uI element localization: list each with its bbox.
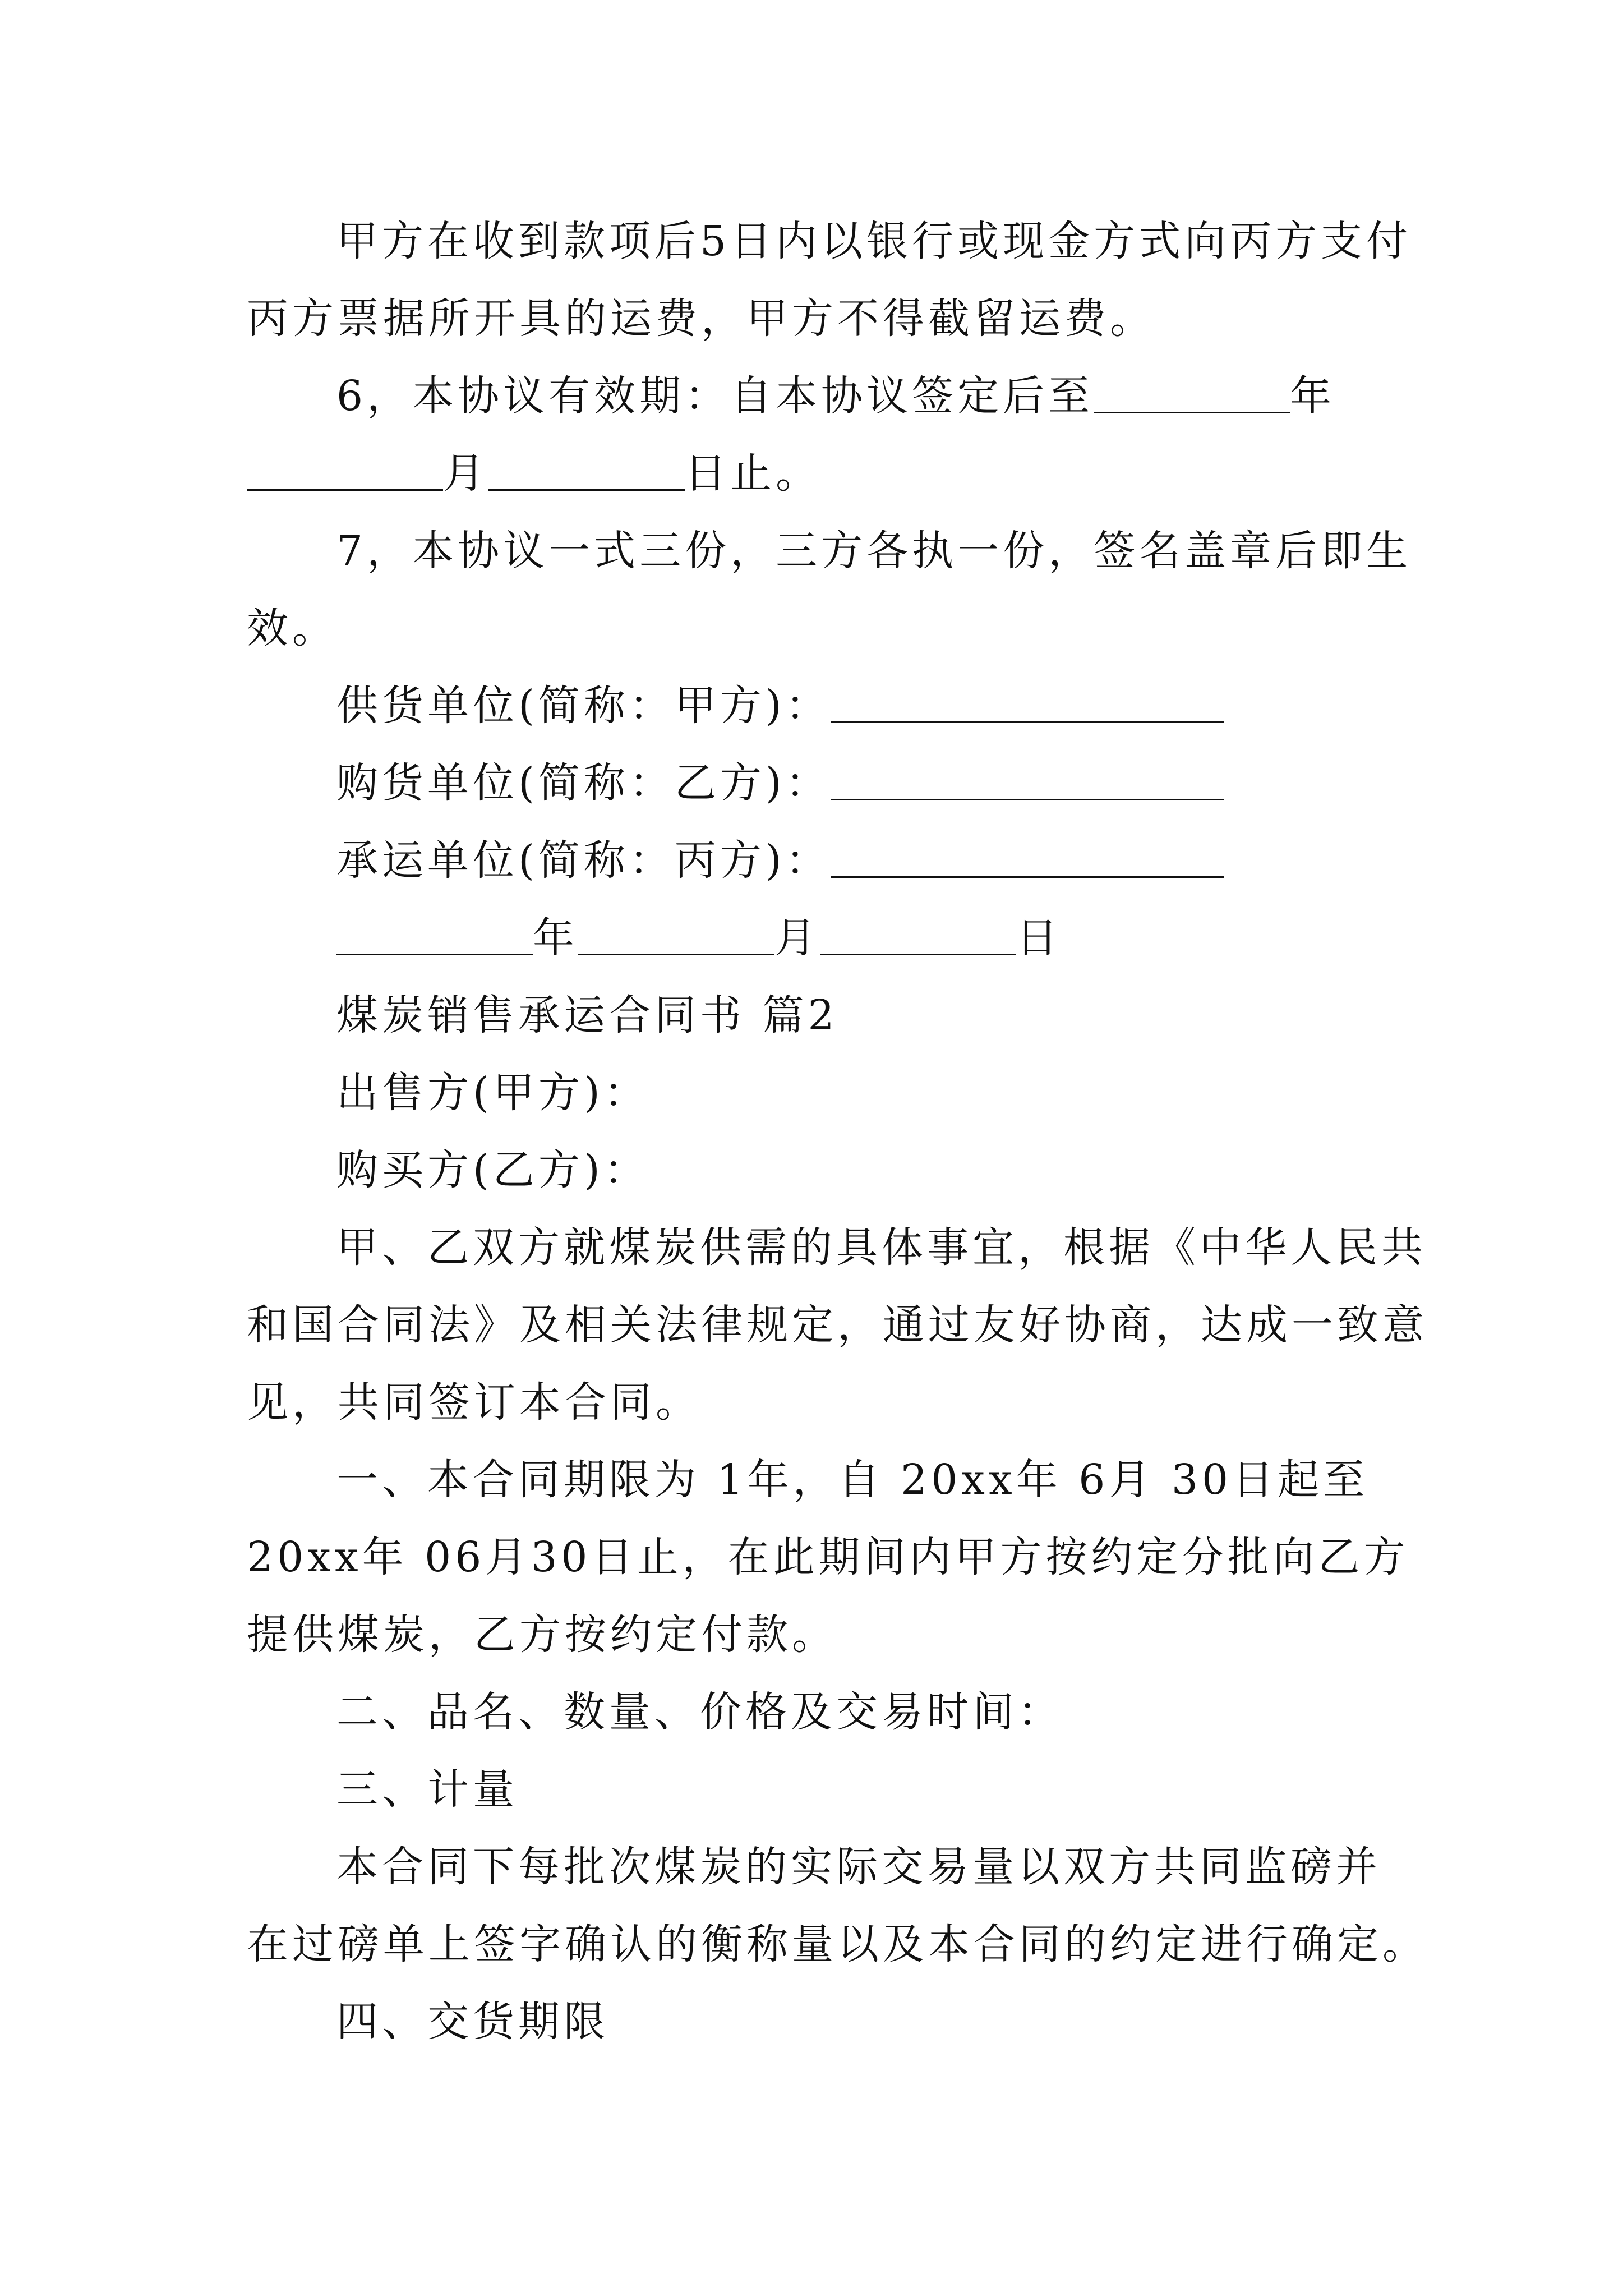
paragraph-line: 丙方票据所开具的运费，甲方不得截留运费。 xyxy=(247,295,1155,343)
month-label: 月 xyxy=(443,449,488,498)
paragraph-line: 在过磅单上签字确认的衡称量以及本合同的约定进行确定。 xyxy=(247,1920,1428,1968)
paragraph-line: 20xx年 06月30日止，在此期间内甲方按约定分批向乙方 xyxy=(247,1533,1409,1581)
blank-field xyxy=(336,914,533,955)
year-label: 年 xyxy=(533,914,578,962)
supplier-signature-line xyxy=(336,678,1224,734)
blank-field xyxy=(831,682,1224,723)
carrier-label: 承运单位(简称：丙方)： xyxy=(336,836,831,885)
buyer-label: 购货单位(简称：乙方)： xyxy=(336,759,831,807)
section-heading: 煤炭销售承运合同书 篇2 xyxy=(336,991,838,1039)
carrier-signature-line xyxy=(336,832,1224,889)
paragraph-line: 见，共同签订本合同。 xyxy=(247,1378,701,1427)
paragraph-line: 效。 xyxy=(247,604,338,652)
paragraph-line: 本合同下每批次煤炭的实际交易量以双方共同监磅并 xyxy=(336,1843,1381,1891)
blank-field xyxy=(488,450,685,491)
paragraph-line: 甲、乙双方就煤炭供需的具体事宜，根据《中华人民共 xyxy=(336,1223,1427,1272)
paragraph-line: 一、本合同期限为 1年，自 20xx年 6月 30日起至 xyxy=(336,1456,1369,1504)
paragraph-line: 提供煤炭，乙方按约定付款。 xyxy=(247,1611,837,1659)
blank-field xyxy=(578,914,774,955)
validity-date-line xyxy=(247,445,821,501)
month-label: 月 xyxy=(774,914,820,962)
blank-field xyxy=(820,914,1016,955)
supplier-label: 供货单位(简称：甲方)： xyxy=(336,682,831,730)
paragraph-line: 和国合同法》及相关法律规定，通过友好协商，达成一致意 xyxy=(247,1301,1428,1349)
clause-heading: 三、计量 xyxy=(336,1765,518,1814)
blank-field xyxy=(1094,372,1290,413)
blank-field xyxy=(831,760,1224,800)
seller-line: 出售方(甲方)： xyxy=(336,1069,649,1117)
day-label: 日 xyxy=(1016,914,1062,962)
paragraph-line: 甲方在收到款项后5日内以银行或现金方式向丙方支付 xyxy=(336,217,1412,265)
blank-field xyxy=(831,837,1224,878)
clause-heading: 四、交货期限 xyxy=(336,1998,609,2046)
blank-field xyxy=(247,450,443,491)
paragraph-line: 7，本协议一式三份，三方各执一份，签名盖章后即生 xyxy=(336,527,1412,575)
signing-date-line xyxy=(336,910,1062,966)
buyer-signature-line xyxy=(336,755,1224,811)
day-label: 日止。 xyxy=(685,449,821,498)
year-label: 年 xyxy=(1290,372,1336,420)
clause-heading: 二、品名、数量、价格及交易时间： xyxy=(336,1688,1063,1736)
clause-text: 6，本协议有效期：自本协议签定后至 xyxy=(336,372,1094,420)
purchaser-line: 购买方(乙方)： xyxy=(336,1146,649,1194)
validity-clause-line xyxy=(336,368,1335,424)
